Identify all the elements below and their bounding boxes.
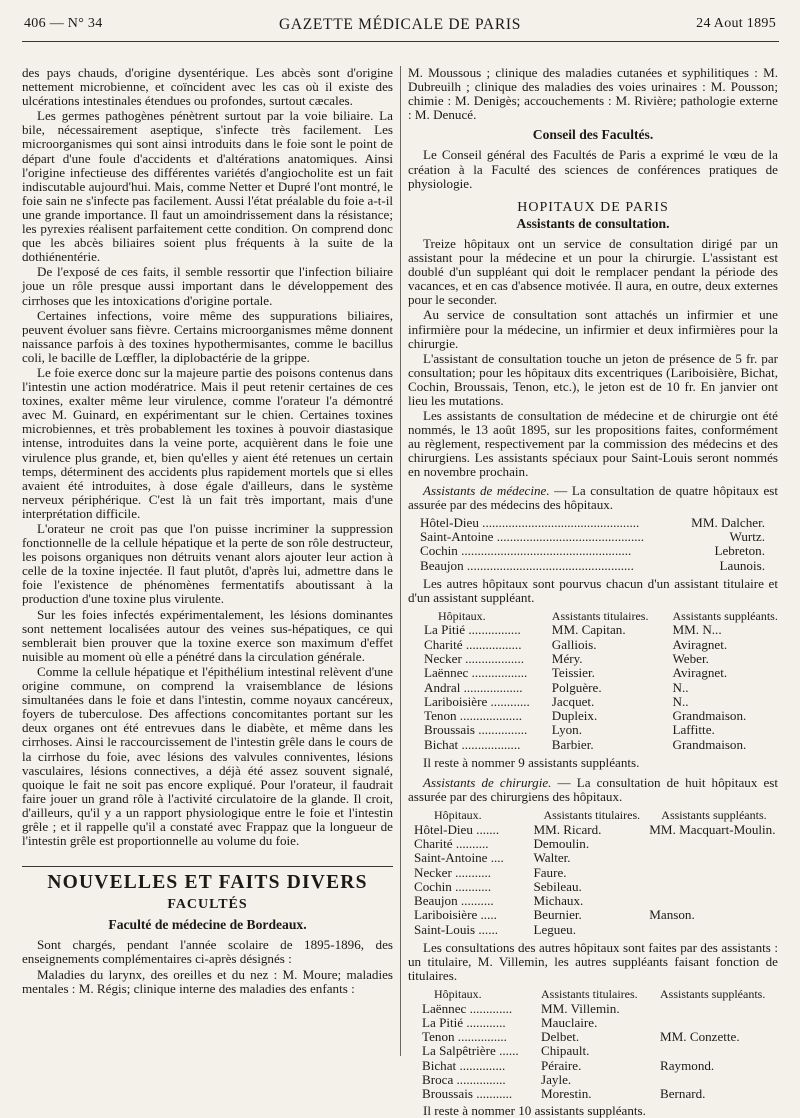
hopitaux-heading: HOPITAUX DE PARIS <box>517 199 669 215</box>
suppleant-cell: N.. <box>672 693 689 709</box>
table-row <box>420 559 765 573</box>
titulaire-cell: Morestin. <box>541 1086 592 1102</box>
right-column <box>408 66 778 1118</box>
page-number: 406 — N° 34 <box>24 16 103 31</box>
paragraph: Le foie exerce donc sur la majeure partie des poisons contenus dans l'intestin une action modératrice. Mais il peut retenir certaines de ces toxines, exalter même leur virulence, comme l'orateur l'a démontré avec M. Guinard, en expérimentant sur le chien. Certaines toxines microbiennes, et très probablement les toxines à pouvoir diastasique intense, introduites dans la veine porte, acquièrent dans le foie une virulence plus grande, et, bien qu'elles y aient été retenues un certain temps, déterminent des accidents plus rapidement mortels que si elles avaient été introduites, à dose égale d'ailleurs, dans le système nerveux périphérique. C'est là un fait très important, mais d'une interprétation difficile. <box>22 364 393 521</box>
col-header-hopitaux: Hôpitaux. <box>434 808 482 823</box>
table-row <box>424 623 779 637</box>
hospital-cell: Broussais ........... <box>422 1086 513 1102</box>
hospital-cell: Cochin .................................................... <box>420 543 632 559</box>
col-header-suppleants: Assistants suppléants. <box>661 808 767 823</box>
table-row <box>422 1073 772 1087</box>
suppleant-cell <box>649 837 776 851</box>
table-row <box>424 738 779 752</box>
paragraph: Il reste à nommer 10 assistants suppléants. <box>423 1102 646 1118</box>
hospital-cell: Laënnec ............. <box>422 1000 513 1016</box>
suppleant-cell <box>660 1002 772 1016</box>
table-row <box>424 652 779 666</box>
table-row <box>422 1044 772 1058</box>
col-header-titulaires: Assistants titulaires. <box>543 808 641 823</box>
hospital-cell: Charité ................. <box>424 636 522 652</box>
table-row <box>424 723 779 737</box>
paragraph: Les autres hôpitaux sont pourvus chacun d'un assistant titulaire et d'un assistant suppléant. <box>408 575 778 605</box>
titulaire-cell: MM. Villemin. <box>541 1000 620 1016</box>
table-row <box>422 1087 772 1101</box>
faculty-heading: Faculté de médecine de Bordeaux. <box>108 917 307 933</box>
titulaire-cell: Delbet. <box>541 1029 580 1045</box>
hospital-cell: Saint-Louis ...... <box>414 921 499 937</box>
table-row <box>420 530 765 544</box>
paragraph: Les consultations des autres hôpitaux sont faites par des assistants : un titulaire, M. Villemin, les autres suppléants faisant fonction de titulaires. <box>408 940 778 984</box>
suppleant-cell: MM. Conzette. <box>660 1029 740 1045</box>
hospital-cell: Hôtel-Dieu ....... <box>414 821 500 837</box>
suppleant-cell: Grandmaison. <box>672 736 747 752</box>
table-row <box>414 908 776 922</box>
table-row <box>424 666 779 680</box>
chir-table <box>414 808 776 937</box>
table-row <box>420 544 765 558</box>
suppleant-cell <box>649 866 776 880</box>
hospital-cell: Necker .................. <box>424 650 524 666</box>
table-header-row <box>422 987 772 1001</box>
suppleant-cell <box>649 851 776 865</box>
table-row <box>422 1016 772 1030</box>
hospital-cell: Broca ............... <box>422 1072 506 1088</box>
table-header-row <box>424 609 779 623</box>
suppleant-cell <box>649 880 776 894</box>
left-column <box>22 66 393 996</box>
paragraph: Maladies du larynx, des oreilles et du nez : M. Moure; maladies mentales : M. Régis; clinique interne des maladies des enfants : <box>22 966 393 996</box>
titulaire-cell: Sebileau. <box>533 878 582 894</box>
table-row <box>424 681 779 695</box>
table-row <box>422 1030 772 1044</box>
hospital-cell: Bichat .................. <box>424 736 521 752</box>
med-label: Assistants de médecine. <box>423 482 550 498</box>
hospital-cell: Hôtel-Dieu ................................................ <box>420 514 640 530</box>
col-header-titulaires: Assistants titulaires. <box>541 987 638 1002</box>
hospital-cell: Broussais ............... <box>424 722 528 738</box>
titulaire-cell: Péraire. <box>541 1057 582 1073</box>
paragraph: L'orateur ne croit pas que l'on puisse incriminer la suppression fonctionnelle de la cellule hépatique et la perte de son rôle destructeur, les poisons organiques non détruits venant alors ajouter leur action à celle de la toxine injectée. Il faut plutôt, d'après lui, admettre dans le foie l'existence de phénomènes fermentatifs aboutissant à la production d'une toxine plus virulente. <box>22 521 393 607</box>
suppleant-cell <box>660 1044 772 1058</box>
hospital-cell: Cochin ........... <box>414 878 492 894</box>
hospital-cell: Bichat .............. <box>422 1057 506 1073</box>
hospital-cell: Laënnec ................. <box>424 665 528 681</box>
paragraph: Sur les foies infectés expérimentalement, les lésions dominantes sont nettement localisées autour des veines sus-hépatiques, ce qui semblerait bien prouver que la toxine exerce son maximum d'effet nuisible au moment où elle a pénétré dans la circulation générale. <box>22 606 393 664</box>
other-table <box>422 987 772 1101</box>
titulaire-cell: Jayle. <box>541 1072 572 1088</box>
page-header <box>20 16 780 36</box>
doctor-cell: MM. Dalcher. <box>691 514 765 530</box>
med-table <box>424 609 779 752</box>
suppleant-cell: Weber. <box>672 650 709 666</box>
titulaire-cell: Walter. <box>533 850 571 866</box>
hospital-cell: Beaujon ................................................... <box>420 557 634 573</box>
chir-text: — La consultation de huit hôpitaux est assurée par des chirurgiens des hôpitaux. <box>408 775 779 805</box>
table-row <box>424 695 779 709</box>
doctor-cell: Lebreton. <box>714 543 765 559</box>
table-row <box>420 516 765 530</box>
doctor-cell: Launois. <box>719 557 765 573</box>
table-row <box>414 851 776 865</box>
suppleant-cell: Manson. <box>649 907 695 923</box>
table-row <box>422 1059 772 1073</box>
titulaire-cell: Teissier. <box>551 665 595 681</box>
titulaire-cell: Chipault. <box>541 1043 590 1059</box>
titulaire-cell: Galliois. <box>551 636 597 652</box>
hospital-cell: Necker ........... <box>414 864 492 880</box>
titulaire-cell: Lyon. <box>551 722 582 738</box>
news-subheading: FACULTÉS <box>167 897 248 913</box>
titulaire-cell: Polguère. <box>551 679 602 695</box>
col-header-titulaires: Assistants titulaires. <box>551 609 649 624</box>
table-row <box>424 709 779 723</box>
hospital-cell: Tenon ............... <box>422 1029 507 1045</box>
table-row <box>424 638 779 652</box>
titulaire-cell: MM. Ricard. <box>533 821 602 837</box>
hospital-cell: La Salpêtrière ...... <box>422 1043 519 1059</box>
issue-date: 24 Aout 1895 <box>696 16 776 31</box>
titulaire-cell: Michaux. <box>533 893 584 909</box>
suppleant-cell: MM. Macquart-Moulin. <box>649 821 776 837</box>
paragraph <box>408 484 778 512</box>
suppleant-cell <box>649 894 776 908</box>
titulaire-cell: Méry. <box>551 650 583 666</box>
med-text: — La consultation de quatre hôpitaux est assurée par des médecins des hôpitaux. <box>408 482 778 512</box>
assistants-heading: Assistants de consultation. <box>516 215 670 231</box>
suppleant-cell <box>660 1016 772 1030</box>
titulaire-cell: Jacquet. <box>551 693 595 709</box>
table-row <box>414 837 776 851</box>
suppleant-cell: Aviragnet. <box>672 665 728 681</box>
suppleant-cell: Bernard. <box>660 1086 706 1102</box>
hospital-cell: La Pitié ................ <box>424 622 521 638</box>
doctor-cell: Wurtz. <box>729 529 765 545</box>
table-row <box>414 923 776 937</box>
section-rule <box>22 866 393 867</box>
suppleant-cell: Laffitte. <box>672 722 715 738</box>
journal-title: GAZETTE MÉDICALE DE PARIS <box>278 16 522 33</box>
paragraph: Sont chargés, pendant l'année scolaire de 1895-1896, des enseignements complémentaires ci-après désignés : <box>22 937 393 967</box>
suppleant-cell: Aviragnet. <box>672 636 728 652</box>
paragraph: des pays chauds, d'origine dysentérique. Les abcès sont d'origine nettement microbienne, et coïncident avec les cas où il existe des ulcérations intestinales étendues ou profondes, surtout cæcales. <box>22 65 393 109</box>
paragraph: Le Conseil général des Facultés de Paris a exprimé le vœu de la création à la Faculté des sciences de conférences pratiques de physiologie. <box>408 147 778 191</box>
table-row <box>414 880 776 894</box>
col-header-hopitaux: Hôpitaux. <box>438 609 486 624</box>
hospital-cell: Saint-Antoine .... <box>414 850 504 866</box>
suppleant-cell: N.. <box>672 679 689 695</box>
hospital-cell: Lariboisière ..... <box>414 907 497 923</box>
suppleant-cell <box>660 1073 772 1087</box>
hospital-cell: Lariboisière ............ <box>424 693 530 709</box>
titulaire-cell: Dupleix. <box>551 708 598 724</box>
hospital-cell: Charité .......... <box>414 835 489 851</box>
suppleant-cell: Raymond. <box>660 1057 715 1073</box>
paragraph: Les germes pathogènes pénètrent surtout par la voie biliaire. La bile, nécessairement aseptique, s'infecte très facilement. Les microorganismes qui sont ainsi introduits dans le foie sont le point de départ d'une foule d'accidents et d'altérations anatomiques. Ainsi l'origine infectieuse des différentes variétés d'angiocholite est un fait indiscutable aujourd'hui. Mais, comme Netter et Dupré l'ont montré, le foie sain ne s'infecte pas facilement. Aussi l'état préalable du foie a-t-il une grande importance. Il faut un amoindrissement dans la résistance; les pyrexies réalisent parfaitement cette condition. On comprend donc que les abcès biliaires soient plus fréquents à la suite de la dothiénentérie. <box>22 108 393 265</box>
paragraph: Treize hôpitaux ont un service de consultation dirigé par un assistant pour la médecine et un pour la chirurgie. L'assistant est doublé d'un suppléant qui doit le remplacer pendant la période des vacances, et en cas d'absence motivée. Il aura, en outre, deux externes pour le seconder. <box>408 235 778 308</box>
col-header-suppleants: Assistants suppléants. <box>660 987 766 1002</box>
paragraph: Comme la cellule hépatique et l'épithélium intestinal relèvent d'une origine commune, on comprend la vraisemblance de lésions simultanées dans le foie et dans l'intestin, comme noyaux cancéreux, foyers de tuberculose. Des affections concomitantes portant sur les deux organes ont été entrevues dans le diabète, et même dans les cirrhoses. Ainsi le raccourcissement de l'intestin grêle dans le cours de la cirrhose du foie, avec lésions des valvules conniventes, lésions vasculaires, lésions connectives, a déjà été assez souvent signalé, quoique le fait ne soit pas encore expliqué. Pour l'orateur, il faudrait faire jouer un grand rôle à l'activité circulatoire de la glande. Il croit, d'ailleurs, qu'il y a un rapport physiologique entre le foie et l'intestin grêle ; et il rappelle qu'il a constaté avec Frappaz que la longueur de l'intestin grêle est proportionnelle au volume du foie. <box>22 663 393 849</box>
paragraph: L'assistant de consultation touche un jeton de présence de 5 fr. par consultation; pour les hôpitaux dits excentriques (Lariboisière, Bichat, Cochin, Broussais, Tenon, etc.), le jeton est de 10 fr. En janvier ont lieu les mutations. <box>408 350 778 408</box>
paragraph: Il reste à nommer 9 assistants suppléants. <box>423 755 640 771</box>
table-row <box>414 823 776 837</box>
paragraph: Certaines infections, voire même des suppurations biliaires, peuvent évoluer sans fièvre. Certains microorganismes même donnent naissance parfois à des toxines hypothermisantes, comme le bacillus coli, le bacille de Lœffler, la diplobactérie de la grippe. <box>22 307 393 365</box>
paragraph: M. Moussous ; clinique des maladies cutanées et syphilitiques : M. Dubreuilh ; clinique des maladies des voies urinaires : M. Pousson; chimie : M. Denigès; accouchements : M. Rivière; pathologie externe : M. Denucé. <box>408 65 778 123</box>
titulaire-cell: Faure. <box>533 864 567 880</box>
suppleant-cell: Grandmaison. <box>672 708 747 724</box>
suppleant-cell: MM. N... <box>672 622 722 638</box>
titulaire-cell: Barbier. <box>551 736 594 752</box>
paragraph: Au service de consultation sont attachés un infirmier et une infirmière pour la médecine, un infirmier et deux infirmières pour la chirurgie. <box>408 307 778 351</box>
table-row <box>414 894 776 908</box>
paragraph: Les assistants de consultation de médecine et de chirurgie ont été nommés, le 13 août 1895, sur les propositions faites, conformément au règlement, respectivement par la commission des médecins et des chirurgiens. Les assistants spéciaux pour Saint-Louis seront nommés en novembre prochain. <box>408 408 778 480</box>
conseil-heading: Conseil des Facultés. <box>532 127 654 143</box>
table-row <box>422 1002 772 1016</box>
col-header-hopitaux: Hôpitaux. <box>434 987 482 1002</box>
titulaire-cell: Legueu. <box>533 921 576 937</box>
column-divider <box>400 66 401 1056</box>
titulaire-cell: Beurnier. <box>533 907 582 923</box>
hospital-cell: Beaujon .......... <box>414 893 494 909</box>
paragraph <box>408 776 778 804</box>
hospital-cell: La Pitié ............ <box>422 1014 506 1030</box>
hospital-cell: Tenon ................... <box>424 708 523 724</box>
titulaire-cell: Demoulin. <box>533 835 590 851</box>
hospital-cell: Saint-Antoine ............................................. <box>420 529 645 545</box>
news-heading: NOUVELLES ET FAITS DIVERS <box>47 872 368 894</box>
table-row <box>414 866 776 880</box>
chir-label: Assistants de chirurgie. <box>423 775 552 791</box>
suppleant-cell <box>649 923 776 937</box>
header-rule <box>22 41 779 42</box>
med4-table <box>420 516 765 573</box>
titulaire-cell: Mauclaire. <box>541 1014 598 1030</box>
table-header-row <box>414 808 776 822</box>
titulaire-cell: MM. Capitan. <box>551 622 626 638</box>
col-header-suppleants: Assistants suppléants. <box>672 609 778 624</box>
paragraph: De l'exposé de ces faits, il semble ressortir que l'infection biliaire joue un rôle presque aussi important dans le développement des cirrhoses que les intoxications d'origine portale. <box>22 264 393 308</box>
hospital-cell: Andral .................. <box>424 679 523 695</box>
